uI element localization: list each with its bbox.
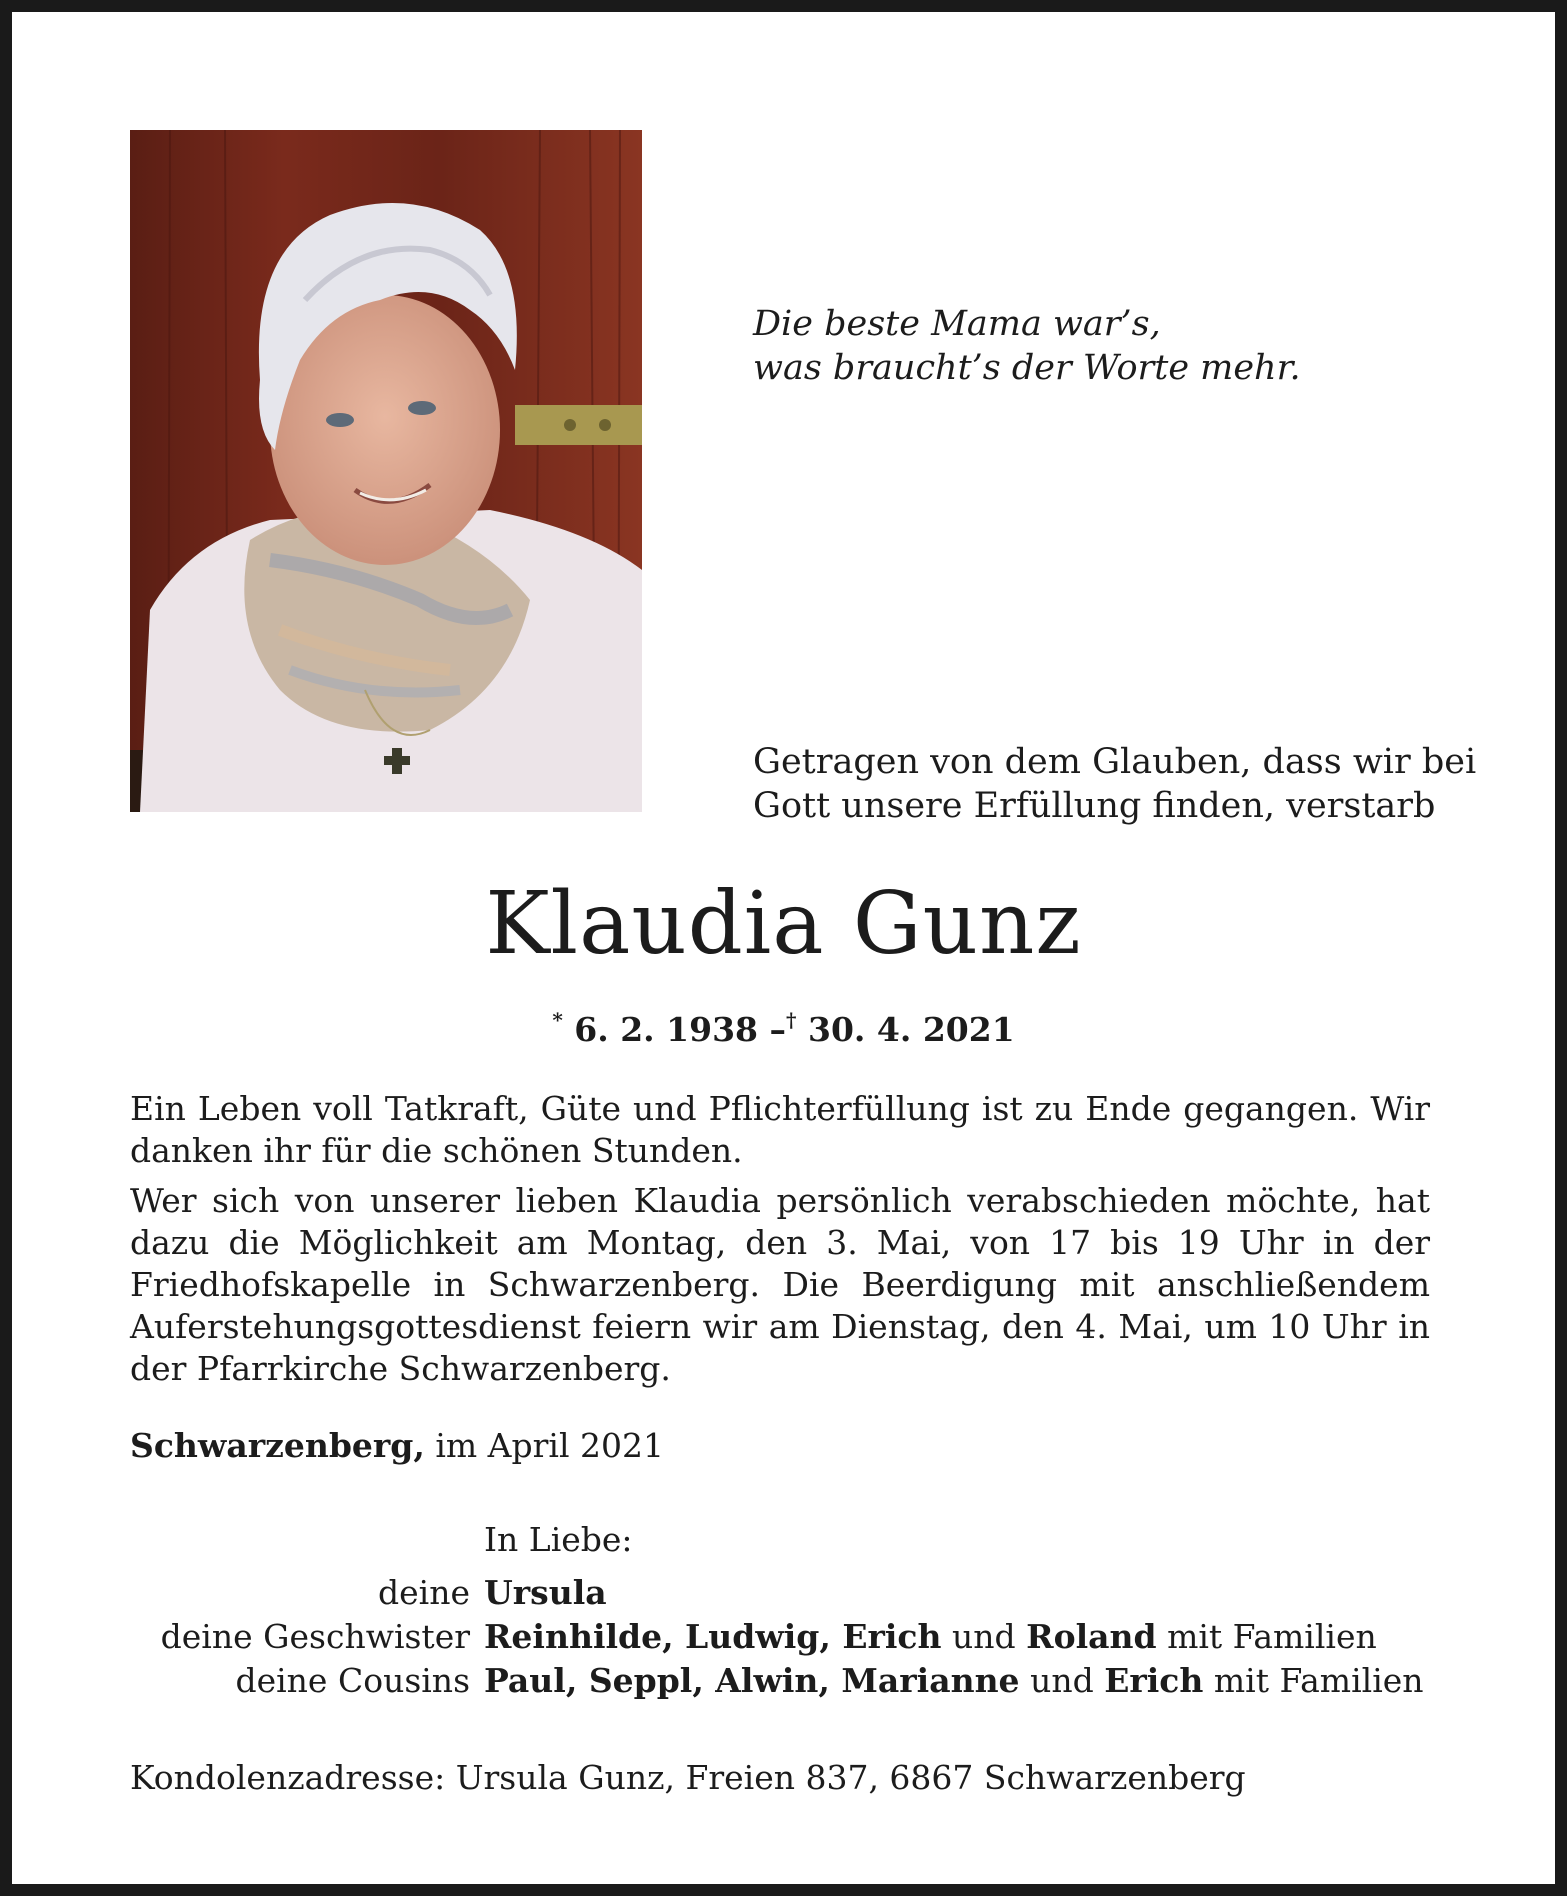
- intro-line-2: Gott unsere Erfüllung finden, verstarb: [753, 786, 1436, 826]
- signer-name-bold: Ursula: [484, 1573, 607, 1612]
- in-liebe-label: In Liebe:: [484, 1520, 633, 1559]
- signer-name-bold: Erich: [1104, 1661, 1204, 1700]
- portrait-photo: [130, 130, 642, 812]
- place-town: Schwarzenberg,: [130, 1426, 425, 1465]
- signer-suffix: mit Familien: [1167, 1617, 1377, 1656]
- place-and-date: [130, 1425, 664, 1467]
- place-date: im April 2021: [435, 1426, 664, 1465]
- signer-name-bold: Roland: [1026, 1617, 1157, 1656]
- obituary-page: [12, 12, 1555, 1884]
- portrait-image: [130, 130, 642, 812]
- signer-relation: deine Cousins: [235, 1661, 470, 1700]
- birth-symbol: *: [552, 1008, 563, 1032]
- signer-suffix: mit Familien: [1213, 1661, 1424, 1700]
- signer-relation: deine: [378, 1573, 470, 1612]
- intro-text: [753, 740, 1476, 828]
- death-symbol: †: [786, 1008, 797, 1032]
- signer-name-bold: Paul, Seppl, Alwin, Marianne: [484, 1661, 1020, 1700]
- signer-and: und: [952, 1617, 1016, 1656]
- deceased-name: Klaudia Gunz: [485, 874, 1082, 974]
- signer-names: [484, 1571, 607, 1615]
- motto-line-1: Die beste Mama war’s,: [753, 304, 1161, 344]
- signer-and: und: [1030, 1661, 1094, 1700]
- signer-relation: deine Geschwister: [160, 1617, 470, 1656]
- obituary-body: [130, 1088, 1430, 1398]
- motto-line-2: was braucht’s der Worte mehr.: [753, 348, 1301, 388]
- motto-quote: [753, 302, 1301, 390]
- life-dates: [12, 1002, 1555, 1050]
- body-paragraph-1: Ein Leben voll Tatkraft, Güte und Pflichterfüllung ist zu Ende gegangen. Wir danken ihr für die schönen Stunden.: [130, 1089, 1430, 1170]
- body-paragraph-2: Wer sich von unserer lieben Klaudia persönlich verabschieden möchte, hat dazu die Möglichkeit am Montag, den 3. Mai, von 17 bis 19 Uhr in der Friedhofskapelle in Schwarzenberg. Die Beerdigung mit anschließendem Auferstehungsgottesdienst feiern wir am Dienstag, den 4. Mai, um 10 Uhr in der Pfarrkirche Schwarzenberg.: [130, 1181, 1430, 1388]
- intro-line-1: Getragen von dem Glauben, dass wir bei: [753, 742, 1477, 782]
- signer-name-bold: Reinhilde, Ludwig, Erich: [484, 1617, 942, 1656]
- signer-names: [484, 1615, 1377, 1659]
- birth-date: 6. 2. 1938: [574, 1010, 759, 1049]
- signer-names: [484, 1659, 1424, 1703]
- date-separator: –: [769, 1010, 787, 1049]
- condolence-address: Kondolenzadresse: Ursula Gunz, Freien 837, 6867 Schwarzenberg: [130, 1758, 1246, 1797]
- death-date: 30. 4. 2021: [807, 1010, 1015, 1049]
